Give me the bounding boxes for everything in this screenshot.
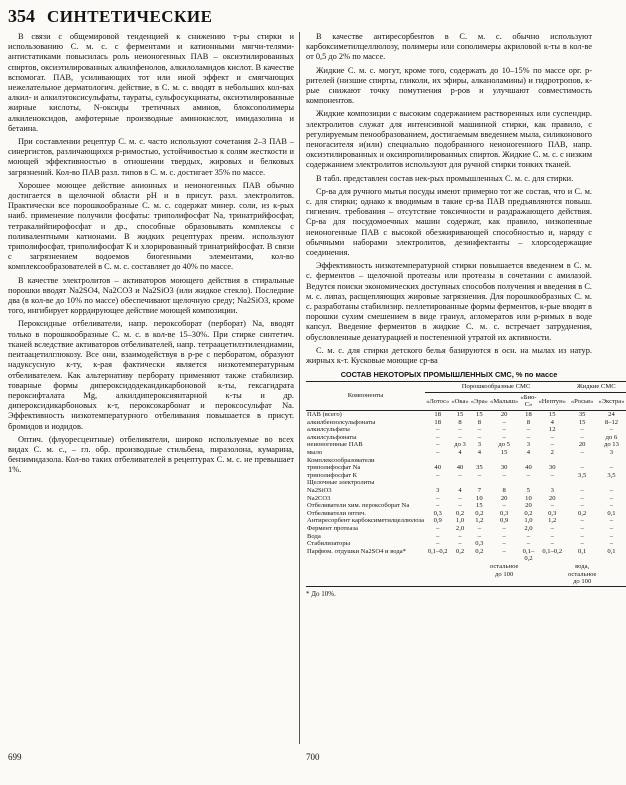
table-cell: 15 xyxy=(456,411,464,419)
column-header: «Био-С» xyxy=(519,392,537,410)
table-cell xyxy=(450,563,469,586)
table-cell: 8 xyxy=(458,418,462,426)
composition-table xyxy=(306,381,626,586)
table-cell: – xyxy=(436,524,440,532)
table-cell xyxy=(470,479,489,487)
table-cell: 20 xyxy=(578,441,586,449)
table-cell: – xyxy=(550,524,554,532)
paragraph: В связи с общемировой тенденцией к снижению т-ры стирки и использованию С. м. с. с ферментами и катионными мягчи-телями-антистатиками повысилась роль неионогенных ПАВ – оксиэтилированных спиртов, оксиэтилированных алкилфенолов, алкилоламидов кислот. В качестве вспомогат. ПАВ, усиливающих тот или иной эффект и смягчающих нежелательное дерматологич. действие, в С. м. с. вводят в небольших кол-вах алкил- и алкилэтоксисульфаты, таураты, сульфосукцинаты, оксиэтилированные жирные кислоты, N-оксиды третичных аминов, блоксополимеры алкиленоксидов, амфотерные производные аминокислот, имидазолина и бетаина. xyxy=(8,32,294,133)
col-components-header: Компоненты xyxy=(306,382,425,411)
table-cell: – xyxy=(526,433,531,441)
table-cell xyxy=(450,479,469,487)
table-cell xyxy=(489,479,519,487)
table-row xyxy=(306,502,626,510)
table-cell: 35 xyxy=(578,411,586,419)
table-row xyxy=(306,487,626,495)
table-cell: – xyxy=(609,494,614,502)
column-header: «Эра» xyxy=(470,392,489,410)
table-cell xyxy=(519,563,537,586)
table-row xyxy=(306,525,626,533)
table-cell xyxy=(470,457,489,465)
table-cell: – xyxy=(609,517,614,525)
paragraph: Жидкие С. м. с. могут, кроме того, содержать до 10–15% по массе орг. р-рителей (низшие спирты, гликоли, их эфиры, алканоламины) и гидротропов, к-рые снижают точку помутнения р-ров и улучшают совместимость компонентов. xyxy=(306,65,592,106)
group-liquid-header: Жидкие СМС xyxy=(567,382,626,393)
table-cell: 15 xyxy=(578,418,586,426)
table-cell: – xyxy=(609,487,614,495)
table-cell: – xyxy=(477,524,481,532)
row-label: Вода xyxy=(307,532,321,540)
table-cell: 15 xyxy=(476,502,483,510)
table-cell: 0,3 xyxy=(548,509,557,517)
row-label: Антиресорбент карбоксиметилцеллюлоза xyxy=(307,517,425,525)
running-title: СИНТЕТИЧЕСКИЕ xyxy=(47,7,213,26)
table-cell: – xyxy=(580,532,584,540)
table-cell: 10 xyxy=(476,494,483,502)
table-cell: – xyxy=(526,426,531,434)
row-label: Фермент протеаза xyxy=(307,524,358,532)
table-row xyxy=(306,472,626,480)
table-cell: – xyxy=(580,464,584,472)
table-cell: 0,3 xyxy=(475,540,484,548)
table-cell: – xyxy=(502,418,506,426)
table-cell xyxy=(567,457,597,465)
table-cell: 0,1 xyxy=(578,547,587,555)
table-cell: – xyxy=(436,502,440,510)
table-cell: 8 xyxy=(502,487,506,495)
table-cell: – xyxy=(477,433,481,441)
table-cell: – xyxy=(502,547,506,555)
column-divider xyxy=(299,32,300,744)
table-cell: – xyxy=(502,524,506,532)
table-cell: остальное до 100 xyxy=(489,563,519,586)
table-cell xyxy=(597,563,625,586)
row-label: неионогенные ПАВ xyxy=(307,441,363,449)
row-label: Щелочные электролиты xyxy=(307,479,375,487)
table-cell: до 5 xyxy=(498,441,510,449)
table-row xyxy=(306,464,626,472)
table-cell: – xyxy=(580,540,584,548)
table-cell: – xyxy=(436,471,440,479)
table-cell xyxy=(597,457,625,465)
table-cell xyxy=(538,479,567,487)
table-cell: до 3 xyxy=(454,441,466,449)
paragraph: При составлении рецептур С. м. с. часто используют сочетания 2–3 ПАВ – синергистов, различающихся р-римостью, устойчивостью к солям жесткости и моющей эффективностью в отношении твердых, жировых и белковых загрязнений. Кол-во ПАВ разл. типов в С. м. с. достигает 35% по массе. xyxy=(8,137,294,177)
table-cell: 5 xyxy=(526,487,531,495)
footer-right-page: 700 xyxy=(306,752,320,762)
row-label: алкилсульфаты xyxy=(307,426,350,434)
table-cell: – xyxy=(580,449,584,457)
table-cell: 30 xyxy=(548,464,556,472)
table-cell: 0,2 xyxy=(455,509,465,517)
table-row xyxy=(306,449,626,457)
table-cell: 0,1 xyxy=(607,509,616,517)
table-cell: – xyxy=(580,433,584,441)
table-cell: 15 xyxy=(476,411,483,419)
table-cell: – xyxy=(436,532,440,540)
table-cell: – xyxy=(458,532,462,540)
table-cell: 0,3 xyxy=(433,509,442,517)
table-cell: вода, остальное до 100 xyxy=(567,562,597,586)
table-cell: – xyxy=(550,532,554,540)
table-title: СОСТАВ НЕКОТОРЫХ ПРОМЫШЛЕННЫХ СМС, % по массе xyxy=(340,370,558,380)
paragraph: Хорошее моющее действие анионных и неионогенных ПАВ обычно достигается в щелочной области pH и в присут. разл. электролитов. Практически все порошкообразные С. м. с. содержат минер. соли, из к-рых наиб. применение получили фосфаты: триполифосфат Na, тринатрийфосфат, тетракалийпирофосфат и др., способные образовывать комплексы с поливалентными катионами. В жидких рецептурах преим. используют триполифосфат, триполифосфат К и хлорированный тринатрийфосфат. В связи с загрязнением водоемов биогенными элементами, кол-во комплексообразователей в С. м. с. составляет до 40% по массе. xyxy=(8,180,294,272)
row-label: триполифосфат Na xyxy=(307,464,361,472)
table-cell: 20 xyxy=(525,502,532,510)
table-cell: – xyxy=(526,471,531,479)
table-cell: – xyxy=(436,441,440,449)
right-paragraphs xyxy=(306,32,592,366)
footer-left-page: 699 xyxy=(8,752,22,762)
table-row xyxy=(306,540,626,548)
table-cell xyxy=(470,563,489,586)
left-column xyxy=(8,32,294,747)
row-label: Парфюм. отдушки Na2SO4 и вода* xyxy=(307,547,406,555)
table-cell: 2 xyxy=(550,449,554,457)
table-cell: – xyxy=(477,471,481,479)
table-cell: 0,2 xyxy=(578,509,587,517)
table-cell: – xyxy=(580,524,584,532)
table-cell: 8 xyxy=(526,418,531,426)
table-row xyxy=(306,411,626,419)
table-cell: 4 xyxy=(458,487,462,495)
row-label: алкилсульфонаты xyxy=(307,433,357,441)
column-header: «Экстра» xyxy=(597,392,625,410)
row-label: триполифосфат К xyxy=(307,471,358,479)
table-cell: – xyxy=(580,487,584,495)
table-cell: 3,5 xyxy=(607,471,616,479)
table-cell: – xyxy=(526,532,531,540)
table-cell: 3 xyxy=(436,487,440,495)
table-row xyxy=(306,563,626,586)
table-cell: – xyxy=(550,471,554,479)
table-cell: 4 xyxy=(550,418,554,426)
table-cell: – xyxy=(550,540,554,548)
table-cell xyxy=(519,479,537,487)
table-cell xyxy=(425,563,450,586)
table-cell: – xyxy=(609,532,614,540)
table-row xyxy=(306,479,626,487)
table-cell: – xyxy=(550,502,554,510)
row-label: Комплексообразователи xyxy=(307,456,375,464)
paragraph: С. м. с. для стирки детского белья базируются в осн. на мылах из натур. жирных к-т. Кусковые моющие ср-ва xyxy=(306,345,592,366)
table-row xyxy=(306,457,626,465)
table-row xyxy=(306,548,626,563)
table-cell: 1,2 xyxy=(475,517,484,525)
table-cell: – xyxy=(550,433,554,441)
row-label: Na2SiO3 xyxy=(307,487,332,495)
table-row xyxy=(306,441,626,449)
column-header: «Малыш» xyxy=(489,392,519,410)
table-cell: – xyxy=(609,426,614,434)
table-cell: 8–12 xyxy=(604,418,619,426)
table-cell: – xyxy=(580,494,584,502)
table-cell: 4 xyxy=(477,449,481,457)
page-number: 354 xyxy=(8,6,35,26)
paragraph: Пероксидные отбеливатели, напр. пероксоборат (перборат) Na, вводят только в порошкообразные С. м. с. в кол-ве 15–30%. При стирке синтетич. тканей вследствие активаторов отбеливателей, напр. тетраацетилэтилендиамин, пентаацетилглюкозу. Все они, взаимодействуя в р-ре с пербоpатом, образуют надуксусную к-ту, к-рая фактически является низкотемпературным отбеливателем. Как альтернативу пербоpату применяют также стабилизир. товарные формы дипероксидодекандикарбоновой к-ты, гексагидрата пероксифталата Mg, алкилдипероксиянтарной к-ты и др. дипероксидикарбоновых к-т, пероксокарбонат и пероксосульфат Na. Эффективность низкотемпературного отбеливания повышается в присут. бромидов и иодидов. xyxy=(8,319,294,431)
table-row xyxy=(306,419,626,427)
table-cell: 3 xyxy=(477,441,481,449)
row-label: ПАВ (всего) xyxy=(307,411,342,419)
table-cell: 18 xyxy=(434,411,441,419)
table-cell xyxy=(450,457,469,465)
table-cell: 3 xyxy=(550,487,554,495)
table-cell: – xyxy=(458,540,462,548)
table-cell: 0,1–0,2 xyxy=(522,547,535,563)
column-header: «Росьв» xyxy=(567,392,597,410)
table-cell: 2,0 xyxy=(455,524,465,532)
table-cell: 40 xyxy=(434,464,441,472)
table-cell: – xyxy=(580,502,584,510)
table-cell: 0,2 xyxy=(455,547,465,555)
column-header: «Ока» xyxy=(450,392,469,410)
paragraph: В качестве антиресорбентов в С. м. с. обычно используют карбоксиметилцеллюлозу, полимеры или сополимеры акриловой к-ты в кол-ве от 0,5 до 2% по массе. xyxy=(306,32,592,62)
table-cell: – xyxy=(458,494,462,502)
row-label: Отбеливатели оптич. xyxy=(307,509,366,517)
table-row xyxy=(306,495,626,503)
row-label xyxy=(306,563,425,586)
table-cell: 24 xyxy=(608,411,615,419)
table-cell: – xyxy=(436,426,440,434)
table-cell xyxy=(567,479,597,487)
table-cell: 0,2 xyxy=(475,547,484,555)
table-cell xyxy=(425,479,450,487)
table-cell: 8 xyxy=(477,418,481,426)
table-cell: 4 xyxy=(458,449,462,457)
table-cell: 15 xyxy=(500,449,508,457)
table-cell: 15 xyxy=(548,411,556,419)
table-cell: – xyxy=(502,426,506,434)
table-cell: 30 xyxy=(500,464,508,472)
table-cell: – xyxy=(609,540,614,548)
table-cell: 0,3 xyxy=(500,509,509,517)
table-row xyxy=(306,426,626,434)
paragraph: Ср-ва для ручного мытья посуды имеют примерно тот же состав, что и С. м. с. для стирки; однако к вводимым в такие ср-ва ПАВ предъявляются повыш. гигиенич. требования – отсутствие токсичности и раздражающего действия. Ср-ва для посудомоечных машин содержат, как правило, низкопенные неионогенные ПАВ с высокой обезжиривающей способностью и, наряду с обычными наборами электролитов, дезинфектанты – хлорсодержащие соединения. xyxy=(306,186,592,258)
row-label: Na2CO3 xyxy=(307,494,331,502)
table-cell: 0,9 xyxy=(500,517,509,525)
paragraph: В табл. представлен состав нек-рых промышленных С. м. с. для стирки. xyxy=(316,173,574,183)
table-cell: – xyxy=(477,426,481,434)
table-cell: 3 xyxy=(609,449,614,457)
table-cell: – xyxy=(436,494,440,502)
table-cell: 20 xyxy=(500,411,508,419)
table-cell: – xyxy=(458,471,462,479)
table-cell: – xyxy=(580,517,584,525)
table-cell: 0,1 xyxy=(607,547,616,555)
table-cell: – xyxy=(580,426,584,434)
table-cell: – xyxy=(526,540,531,548)
table-cell: до 13 xyxy=(603,441,619,449)
table-cell: – xyxy=(436,449,440,457)
table-cell: 0,1–0,2 xyxy=(427,547,448,555)
table-cell: 1,0 xyxy=(524,517,533,525)
table-body xyxy=(306,411,626,587)
paragraph: Жидкие композиции с высоким содержанием растворенных или суспендир. электролитов служат для интенсивной машинной стирки, как правило, с регулируемым пенообразованием, достигаемым введением мыла, силиконового пеногасителя и(или) специально подобранного неионогенного ПАВ, напр. оксиэтилированных и оксипропилированных спиртов. Жидкие С. м. с. с низким содержанием электролитов используют для ручной стирки тонких тканей. xyxy=(306,109,592,170)
table-cell: 35 xyxy=(476,464,483,472)
table-cell: 40 xyxy=(456,464,464,472)
group-powder-header: Порошкообразные СМС xyxy=(425,382,567,393)
paragraph: Эффективность низкотемпературной стирки повышается введением в С. м. с. ферментов – щелочной протеазы или протеазы в сочетании с амилазой. Ведутся поиски экономических доступных способов получения и введения в С. м. с. липаз, расщепляющих жировые загрязнения. Для порошкообразных С. м. с. разработаны стабилизир. пеллетированные формы ферментов, к-рые вводят в порошки сухим смешением в виде гранул, агломератов или р-римых в воде капсул. Введение ферментов в жидкие С. м. с. встречает затруднения, обусловленные денатурацией и постепенной утратой их активности. xyxy=(306,261,592,342)
page-header xyxy=(8,6,212,28)
table-cell: – xyxy=(502,433,506,441)
row-label: мыло xyxy=(307,449,323,457)
table-cell: 10 xyxy=(525,494,532,502)
table-cell: 7 xyxy=(477,487,481,495)
table-cell: – xyxy=(550,441,554,449)
table-cell: 0,9 xyxy=(433,517,442,525)
table-cell: 20 xyxy=(548,494,556,502)
paragraph: В качестве электролитов – активаторов моющего действия в стиральные порошки вводят Na2SO4, Na2CO3 и Na2SiO3 (или жидкое стекло). Последние два (в кол-ве до 10% по массе) обеспечивают щелочную среду; Na2SiO3, кроме того, ингибирует коррдирующее действие моющей композиции. xyxy=(8,275,294,316)
table-cell xyxy=(538,457,567,465)
table-cell: 12 xyxy=(548,426,556,434)
table-cell: 18 xyxy=(434,418,441,426)
table-cell: 0,1–0,2 xyxy=(542,547,563,555)
table-cell xyxy=(425,457,450,465)
table-cell: 18 xyxy=(525,411,532,419)
table-cell: – xyxy=(609,524,614,532)
table-cell: 1,2 xyxy=(548,517,557,525)
table-cell: 3,5 xyxy=(578,471,587,479)
table-cell: – xyxy=(609,464,614,472)
row-label: Стабилизаторы xyxy=(307,540,351,548)
table-cell: – xyxy=(502,502,506,510)
table-cell: 1,0 xyxy=(455,517,465,525)
table-cell xyxy=(519,457,537,465)
table-cell: 4 xyxy=(526,449,531,457)
table-cell: 40 xyxy=(525,464,532,472)
table-cell xyxy=(538,563,567,586)
table-cell: – xyxy=(502,532,506,540)
row-label: алкилбензолсульфонаты xyxy=(307,418,376,426)
table-cell: 2,0 xyxy=(524,524,533,532)
table-cell: до 6 xyxy=(605,433,618,441)
table-cell: – xyxy=(458,426,462,434)
paragraph: Оптич. (флуоресцентные) отбеливатели, широко используемые во всех видах С. м. с., – гл. обр. производные стильбена, пиразолона, кумарина, бензимидазола. Кол-во таких отбеливателей в рецептурах С. м. с. не превышает 1%. xyxy=(8,434,294,475)
table-cell: – xyxy=(477,532,481,540)
row-label: Отбеливатели хим. пероксоборат Na xyxy=(307,502,410,510)
table-cell: 0,2 xyxy=(524,509,533,517)
table-footnote: * До 10%. xyxy=(306,589,336,598)
table-cell: – xyxy=(609,502,614,510)
table-row xyxy=(306,533,626,541)
table-cell: – xyxy=(502,471,506,479)
table-cell xyxy=(489,457,519,465)
table-cell: – xyxy=(502,540,506,548)
table-cell: – xyxy=(458,502,462,510)
right-column xyxy=(306,32,625,747)
column-header: «Лотос» xyxy=(425,392,450,410)
table-row xyxy=(306,510,626,518)
table-row xyxy=(306,517,626,525)
table-cell: – xyxy=(436,433,440,441)
table-cell: 3 xyxy=(526,441,531,449)
table-cell xyxy=(597,479,625,487)
table-cell: 0,2 xyxy=(475,509,484,517)
table-cell: – xyxy=(436,540,440,548)
table-cell: – xyxy=(458,433,462,441)
table-row xyxy=(306,434,626,442)
table-cell: 20 xyxy=(500,494,508,502)
column-header: «Нептун» xyxy=(538,392,567,410)
